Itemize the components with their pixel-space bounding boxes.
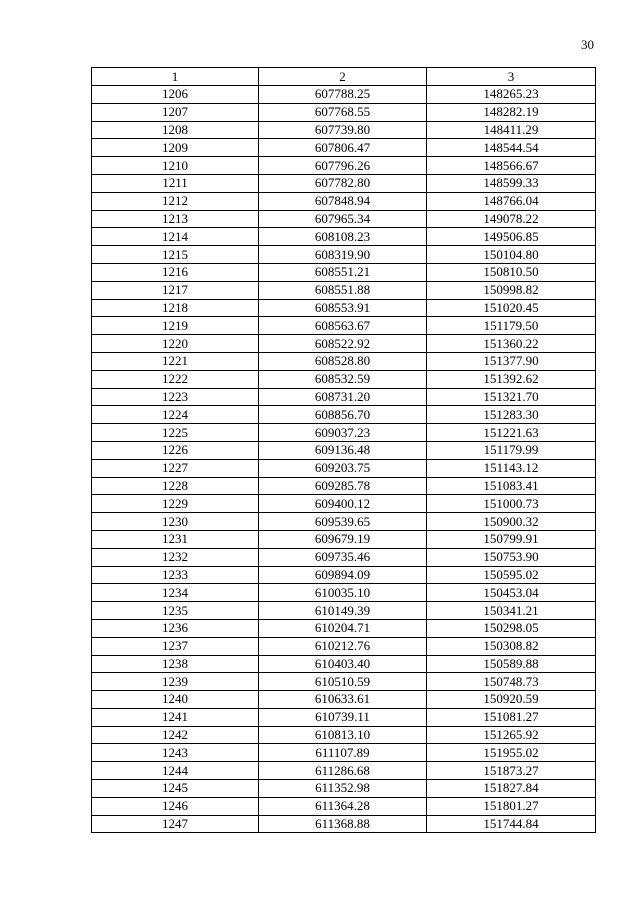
table-row [92, 602, 596, 620]
y-coordinate-cell: 150810.50 [427, 263, 596, 281]
point-number-cell: 1223 [92, 388, 259, 406]
x-coordinate-cell: 608528.80 [259, 352, 427, 370]
x-coordinate-cell: 607788.25 [259, 86, 427, 104]
point-number-cell: 1229 [92, 495, 259, 513]
x-coordinate-cell: 610510.59 [259, 673, 427, 691]
y-coordinate-cell: 150104.80 [427, 246, 596, 264]
point-number-cell: 1213 [92, 210, 259, 228]
page-number: 30 [581, 37, 594, 52]
x-coordinate-cell: 609679.19 [259, 530, 427, 548]
y-coordinate-cell: 148544.54 [427, 139, 596, 157]
table-row [92, 459, 596, 477]
table-row [92, 406, 596, 424]
y-coordinate-cell: 150595.02 [427, 566, 596, 584]
table-row [92, 335, 596, 353]
y-coordinate-cell: 151801.27 [427, 797, 596, 815]
x-coordinate-cell: 609037.23 [259, 424, 427, 442]
x-coordinate-cell: 609203.75 [259, 459, 427, 477]
x-coordinate-cell: 610149.39 [259, 602, 427, 620]
x-coordinate-cell: 608553.91 [259, 299, 427, 317]
point-number-cell: 1207 [92, 103, 259, 121]
point-number-cell: 1236 [92, 619, 259, 637]
point-number-cell: 1241 [92, 708, 259, 726]
x-coordinate-cell: 608522.92 [259, 335, 427, 353]
y-coordinate-cell: 151179.50 [427, 317, 596, 335]
y-coordinate-cell: 150753.90 [427, 548, 596, 566]
point-number-cell: 1231 [92, 530, 259, 548]
coordinates-table [91, 67, 596, 833]
x-coordinate-cell: 609539.65 [259, 513, 427, 531]
x-coordinate-cell: 609136.48 [259, 441, 427, 459]
table-row [92, 370, 596, 388]
point-number-cell: 1226 [92, 441, 259, 459]
y-coordinate-cell: 151955.02 [427, 744, 596, 762]
column-header-2: 2 [259, 68, 427, 86]
y-coordinate-cell: 151360.22 [427, 335, 596, 353]
point-number-cell: 1209 [92, 139, 259, 157]
y-coordinate-cell: 149078.22 [427, 210, 596, 228]
x-coordinate-cell: 610212.76 [259, 637, 427, 655]
table-row [92, 744, 596, 762]
table-row [92, 513, 596, 531]
y-coordinate-cell: 151392.62 [427, 370, 596, 388]
y-coordinate-cell: 151283.30 [427, 406, 596, 424]
y-coordinate-cell: 148411.29 [427, 121, 596, 139]
point-number-cell: 1221 [92, 352, 259, 370]
y-coordinate-cell: 151744.84 [427, 815, 596, 833]
point-number-cell: 1216 [92, 263, 259, 281]
point-number-cell: 1246 [92, 797, 259, 815]
point-number-cell: 1243 [92, 744, 259, 762]
y-coordinate-cell: 151081.27 [427, 708, 596, 726]
table-row [92, 762, 596, 780]
y-coordinate-cell: 151000.73 [427, 495, 596, 513]
y-coordinate-cell: 148766.04 [427, 192, 596, 210]
x-coordinate-cell: 611286.68 [259, 762, 427, 780]
x-coordinate-cell: 610403.40 [259, 655, 427, 673]
y-coordinate-cell: 151827.84 [427, 780, 596, 798]
x-coordinate-cell: 607965.34 [259, 210, 427, 228]
table-row [92, 566, 596, 584]
point-number-cell: 1220 [92, 335, 259, 353]
y-coordinate-cell: 150589.88 [427, 655, 596, 673]
point-number-cell: 1230 [92, 513, 259, 531]
x-coordinate-cell: 608551.21 [259, 263, 427, 281]
table-row [92, 637, 596, 655]
point-number-cell: 1242 [92, 726, 259, 744]
y-coordinate-cell: 150900.32 [427, 513, 596, 531]
table-row [92, 299, 596, 317]
table-row [92, 441, 596, 459]
point-number-cell: 1225 [92, 424, 259, 442]
point-number-cell: 1232 [92, 548, 259, 566]
point-number-cell: 1244 [92, 762, 259, 780]
table-row [92, 352, 596, 370]
table-header-row [92, 68, 596, 86]
y-coordinate-cell: 150453.04 [427, 584, 596, 602]
table-row [92, 708, 596, 726]
table-row [92, 103, 596, 121]
y-coordinate-cell: 151020.45 [427, 299, 596, 317]
x-coordinate-cell: 607782.80 [259, 174, 427, 192]
y-coordinate-cell: 148282.19 [427, 103, 596, 121]
table-row [92, 655, 596, 673]
point-number-cell: 1208 [92, 121, 259, 139]
x-coordinate-cell: 607806.47 [259, 139, 427, 157]
y-coordinate-cell: 151873.27 [427, 762, 596, 780]
x-coordinate-cell: 608563.67 [259, 317, 427, 335]
table-row [92, 530, 596, 548]
y-coordinate-cell: 150298.05 [427, 619, 596, 637]
point-number-cell: 1227 [92, 459, 259, 477]
y-coordinate-cell: 149506.85 [427, 228, 596, 246]
point-number-cell: 1219 [92, 317, 259, 335]
table-row [92, 228, 596, 246]
y-coordinate-cell: 151083.41 [427, 477, 596, 495]
x-coordinate-cell: 607739.80 [259, 121, 427, 139]
table-row [92, 157, 596, 175]
x-coordinate-cell: 611107.89 [259, 744, 427, 762]
y-coordinate-cell: 151321.70 [427, 388, 596, 406]
x-coordinate-cell: 611368.88 [259, 815, 427, 833]
coordinates-table-body [92, 68, 596, 833]
table-row [92, 726, 596, 744]
x-coordinate-cell: 608532.59 [259, 370, 427, 388]
table-row [92, 548, 596, 566]
table-row [92, 584, 596, 602]
table-row [92, 210, 596, 228]
x-coordinate-cell: 608731.20 [259, 388, 427, 406]
x-coordinate-cell: 608108.23 [259, 228, 427, 246]
x-coordinate-cell: 610813.10 [259, 726, 427, 744]
table-row [92, 619, 596, 637]
x-coordinate-cell: 611352.98 [259, 780, 427, 798]
x-coordinate-cell: 608319.90 [259, 246, 427, 264]
table-row [92, 477, 596, 495]
x-coordinate-cell: 607796.26 [259, 157, 427, 175]
table-row [92, 281, 596, 299]
table-row [92, 691, 596, 709]
y-coordinate-cell: 148265.23 [427, 86, 596, 104]
column-header-1: 1 [92, 68, 259, 86]
x-coordinate-cell: 610204.71 [259, 619, 427, 637]
point-number-cell: 1222 [92, 370, 259, 388]
point-number-cell: 1237 [92, 637, 259, 655]
x-coordinate-cell: 608551.88 [259, 281, 427, 299]
point-number-cell: 1238 [92, 655, 259, 673]
y-coordinate-cell: 150341.21 [427, 602, 596, 620]
point-number-cell: 1240 [92, 691, 259, 709]
point-number-cell: 1224 [92, 406, 259, 424]
y-coordinate-cell: 151221.63 [427, 424, 596, 442]
x-coordinate-cell: 609285.78 [259, 477, 427, 495]
point-number-cell: 1247 [92, 815, 259, 833]
table-row [92, 121, 596, 139]
x-coordinate-cell: 610633.61 [259, 691, 427, 709]
table-row [92, 86, 596, 104]
x-coordinate-cell: 607848.94 [259, 192, 427, 210]
point-number-cell: 1218 [92, 299, 259, 317]
table-row [92, 388, 596, 406]
point-number-cell: 1210 [92, 157, 259, 175]
x-coordinate-cell: 610739.11 [259, 708, 427, 726]
table-row [92, 673, 596, 691]
table-row [92, 815, 596, 833]
table-row [92, 495, 596, 513]
table-row [92, 780, 596, 798]
y-coordinate-cell: 148566.67 [427, 157, 596, 175]
point-number-cell: 1228 [92, 477, 259, 495]
table-row [92, 424, 596, 442]
x-coordinate-cell: 607768.55 [259, 103, 427, 121]
table-row [92, 263, 596, 281]
table-row [92, 246, 596, 264]
point-number-cell: 1245 [92, 780, 259, 798]
point-number-cell: 1233 [92, 566, 259, 584]
point-number-cell: 1215 [92, 246, 259, 264]
point-number-cell: 1206 [92, 86, 259, 104]
point-number-cell: 1217 [92, 281, 259, 299]
x-coordinate-cell: 609400.12 [259, 495, 427, 513]
x-coordinate-cell: 610035.10 [259, 584, 427, 602]
table-row [92, 139, 596, 157]
point-number-cell: 1212 [92, 192, 259, 210]
point-number-cell: 1234 [92, 584, 259, 602]
x-coordinate-cell: 609735.46 [259, 548, 427, 566]
y-coordinate-cell: 148599.33 [427, 174, 596, 192]
y-coordinate-cell: 151265.92 [427, 726, 596, 744]
x-coordinate-cell: 611364.28 [259, 797, 427, 815]
y-coordinate-cell: 151377.90 [427, 352, 596, 370]
x-coordinate-cell: 609894.09 [259, 566, 427, 584]
table-row [92, 174, 596, 192]
point-number-cell: 1211 [92, 174, 259, 192]
y-coordinate-cell: 150799.91 [427, 530, 596, 548]
table-row [92, 317, 596, 335]
point-number-cell: 1239 [92, 673, 259, 691]
column-header-3: 3 [427, 68, 596, 86]
y-coordinate-cell: 150748.73 [427, 673, 596, 691]
point-number-cell: 1235 [92, 602, 259, 620]
y-coordinate-cell: 151143.12 [427, 459, 596, 477]
y-coordinate-cell: 151179.99 [427, 441, 596, 459]
table-row [92, 797, 596, 815]
y-coordinate-cell: 150998.82 [427, 281, 596, 299]
point-number-cell: 1214 [92, 228, 259, 246]
table-row [92, 192, 596, 210]
y-coordinate-cell: 150308.82 [427, 637, 596, 655]
y-coordinate-cell: 150920.59 [427, 691, 596, 709]
x-coordinate-cell: 608856.70 [259, 406, 427, 424]
